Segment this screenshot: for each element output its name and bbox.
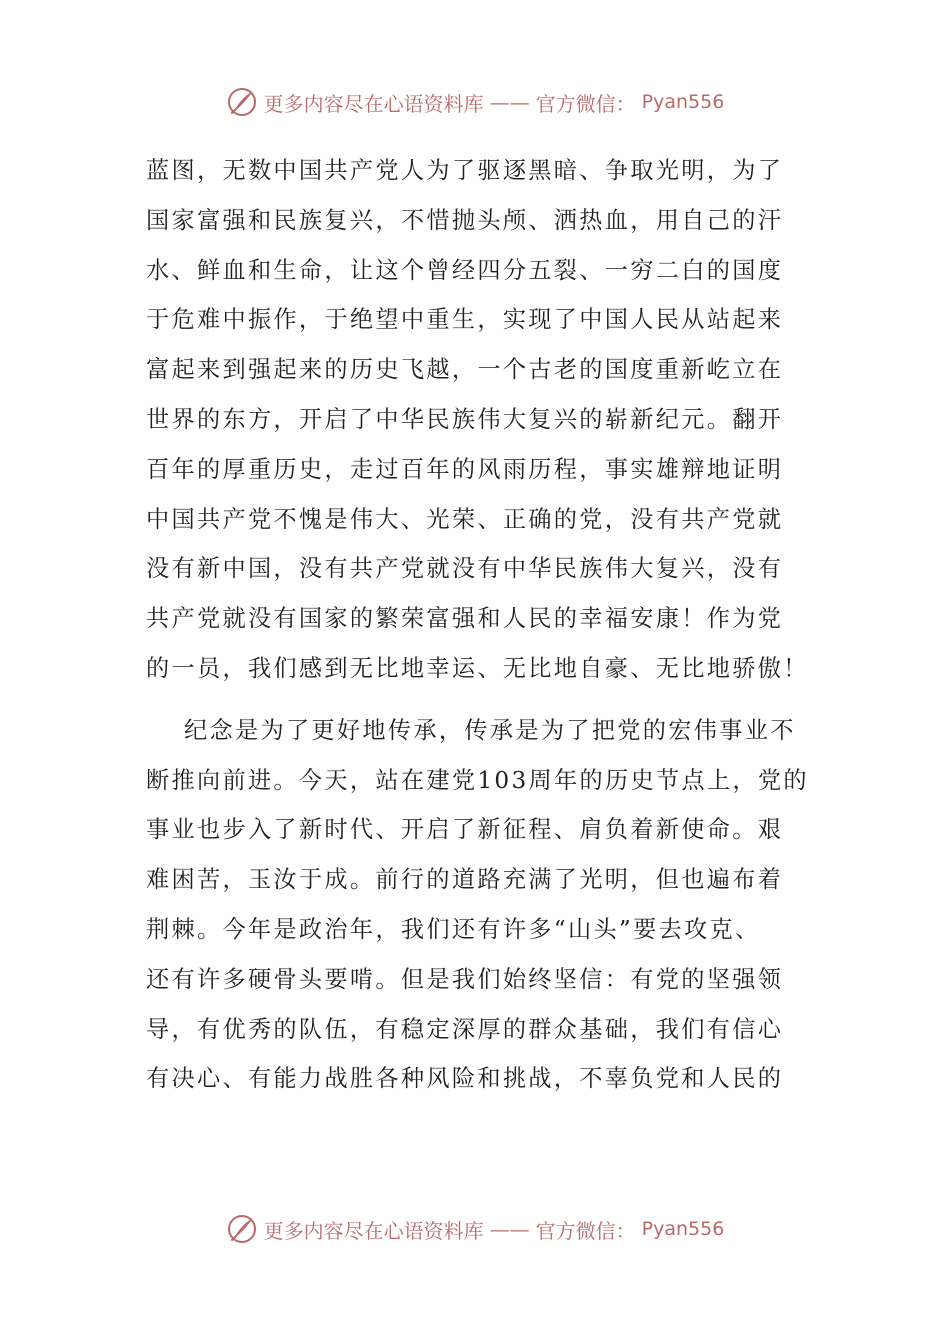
text-line: 富起来到强起来的历史飞越，一个古老的国度重新屹立在 (146, 356, 784, 384)
paragraph-1 (146, 146, 809, 694)
text-line: 百年的厚重历史，走过百年的风雨历程，事实雄辩地证明 (146, 455, 784, 483)
text-line: 于危难中振作，于绝望中重生，实现了中国人民从站起来 (146, 306, 784, 334)
text-line: 导，有优秀的队伍，有稳定深厚的群众基础，我们有信心 (146, 1015, 784, 1043)
text-line: 荆棘。今年是政治年，我们还有许多“山头”要去攻克、 (146, 915, 761, 943)
footer-watermark (0, 1209, 950, 1249)
text-line: 难困苦，玉汝于成。前行的道路充满了光明，但也遍布着 (146, 866, 784, 894)
text-line: 国家富强和民族复兴，不惜抛头颅、洒热血，用自己的汗 (146, 206, 784, 234)
quill-logo-icon (226, 1213, 258, 1245)
text-line: 事业也步入了新时代、开启了新征程、肩负着新使命。艰 (146, 816, 784, 844)
text-line: 中国共产党不愧是伟大、光荣、正确的党，没有共产党就 (146, 505, 784, 533)
text-line: 还有许多硬骨头要啃。但是我们始终坚信：有党的坚强领 (146, 965, 784, 993)
watermark-wechat-label: 官方微信： (535, 1218, 636, 1243)
header-watermark (0, 82, 950, 122)
watermark-brand-text: 更多内容尽在心语资料库 (263, 91, 484, 116)
text-line: 没有新中国，没有共产党就没有中华民族伟大复兴，没有 (146, 555, 784, 583)
watermark-dash: —— (489, 1217, 530, 1241)
text-line: 蓝图，无数中国共产党人为了驱逐黑暗、争取光明，为了 (146, 157, 784, 184)
text-line: 断推向前进。今天，站在建党103周年的历史节点上，党的 (146, 766, 809, 794)
text-line: 水、鲜血和生命，让这个曾经四分五裂、一穷二白的国度 (146, 256, 784, 284)
watermark-brand-text: 更多内容尽在心语资料库 (263, 1218, 484, 1243)
text-line: 的一员，我们感到无比地幸运、无比地自豪、无比地骄傲！ (146, 654, 809, 682)
watermark-dash: —— (489, 90, 530, 114)
text-line: 共产党就没有国家的繁荣富强和人民的幸福安康！作为党 (146, 605, 784, 633)
watermark-handle: Pyan556 (641, 91, 725, 113)
paragraph-2 (146, 706, 809, 1104)
quill-logo-icon (226, 86, 258, 118)
text-line: 世界的东方，开启了中华民族伟大复兴的崭新纪元。翻开 (146, 405, 784, 433)
document-body (146, 146, 809, 1104)
paragraph-spacer (146, 694, 806, 706)
watermark-handle: Pyan556 (641, 1218, 725, 1240)
text-line: 纪念是为了更好地传承，传承是为了把党的宏伟事业不 (184, 716, 796, 744)
text-line: 有决心、有能力战胜各种风险和挑战，不辜负党和人民的 (146, 1065, 784, 1093)
watermark-wechat-label: 官方微信： (535, 91, 636, 116)
